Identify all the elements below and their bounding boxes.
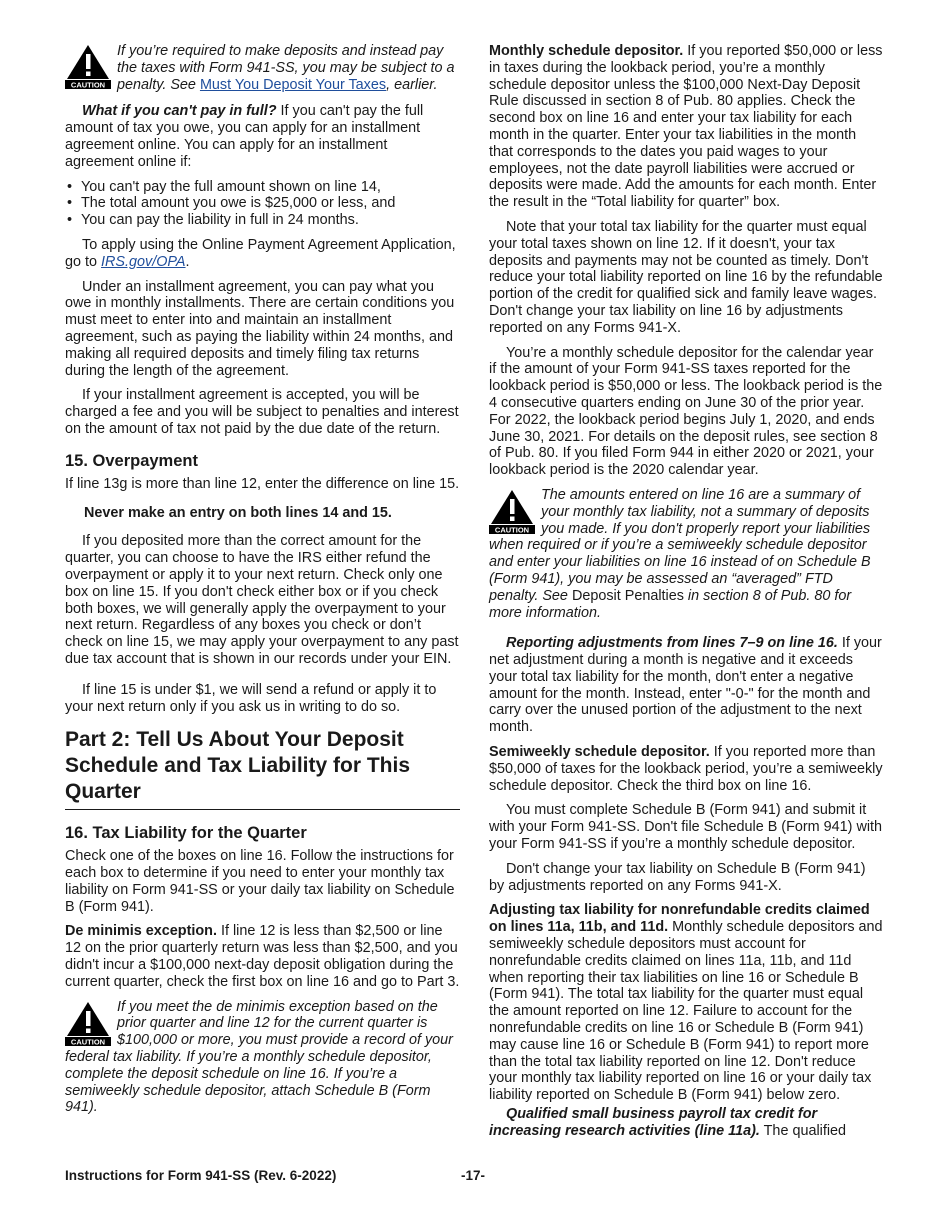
caution-note-de-minimis: CAUTION If you meet the de minimis exception based on the prior quarter and line 12 for the current quarter is $100,000 or more, you must provide a record of your federal tax liability. If you’re a monthly schedule depositor, complete the deposit schedule on line 16. If you’re a semiweekly schedule depositor, attach Schedule B (Form 941). xyxy=(65,998,453,1116)
dont-change-paragraph: Don't change your tax liability on Schedule B (Form 941) by adjustments reported on any Forms 941-X. xyxy=(489,860,866,894)
adjustments-paragraph: Reporting adjustments from lines 7–9 on line 16. If your net adjustment during a month is negative and it exceeds your total tax liability for the month, don't enter a negative amount for the month. Instead, enter "-0-" for the month and carry over the unused portion of the adjustment to the next month. xyxy=(489,635,882,736)
caution-icon xyxy=(489,490,535,534)
footer-page-number: -17- xyxy=(461,1168,486,1183)
nonrefundable-credits-paragraph: Adjusting tax liability for nonrefundable credits claimed on lines 11a, 11b, and 11d. Monthly schedule depositors and semiweekly schedule depositors must account for nonrefundable credits claimed on lines 11a, 11b, and 11d when reporting their tax liabilities on line 16 or Schedule B (Form 941). The total tax liability for the quarter must equal the amount reported on line 12. Failure to account for the nonrefundable credits on line 16 or Schedule B (Form 941) may cause line 16 or Schedule B (Form 941) to report more than the total tax liability reported on line 12. Don't reduce your monthly tax liability reported on line 16 or your daily tax liability reported on Schedule B (Form 941) below zero. xyxy=(489,902,883,1104)
heading-tax-liability: 16. Tax Liability for the Quarter xyxy=(65,824,307,843)
under-one-dollar-paragraph: If line 15 is under $1, we will send a refund or apply it to your next return only if you ask us in writing to do so. xyxy=(65,681,437,715)
left-column xyxy=(65,43,460,1126)
semiweekly-depositor-paragraph: Semiweekly schedule depositor. If you reported more than $50,000 of taxes for the lookback period, you’re a semiweekly schedule depositor. Check the third box on line 16. xyxy=(489,744,883,794)
svg-text:CAUTION: CAUTION xyxy=(70,1037,106,1046)
caution-icon xyxy=(65,45,111,89)
line13g-paragraph: If line 13g is more than line 12, enter the difference on line 15. xyxy=(65,475,460,492)
caution-note-summary: CAUTION The amounts entered on line 16 are a summary of your monthly tax liability, not a summary of deposits you made. If you don't properly report your liabilities when required or if you’re a semiweekly schedule depositor and enter your liabilities on line 16 instead of on Schedule B (Form 941), you may be assessed an “averaged” FTD penalty. See Deposit Penalties in section 8 of Pub. 80 for more information. xyxy=(489,486,871,621)
caution-note-deposit: CAUTION If you’re required to make deposits and instead pay the taxes with Form 941-SS, you may be subject to a penalty. See Must You Deposit Your Taxes, earlier. xyxy=(65,43,460,93)
svg-text:CAUTION: CAUTION xyxy=(70,80,106,89)
list-item: • You can't pay the full amount shown on line 14, xyxy=(65,179,460,196)
lookback-paragraph: You’re a monthly schedule depositor for the calendar year if the amount of your Form 941-SS taxes reported for the lookback period is $50,000 or less. The lookback period is the 4 consecutive quarters ending on June 30 of the prior year. For 2022, the lookback period begins July 1, 2020, and ends June 30, 2021. For details on the deposit rules, see section 8 of Pub. 80. If you filed Form 944 in either 2020 or 2021, your lookback period is the 2020 calendar year. xyxy=(489,344,883,479)
check-box-paragraph: Check one of the boxes on line 16. Follow the instructions for each box to determine if you need to enter your monthly tax liability on Form 941-SS or your daily tax liability on Schedule B (Form 941). xyxy=(65,848,455,915)
footer-form-title: Instructions for Form 941-SS (Rev. 6-2022) xyxy=(65,1168,337,1183)
monthly-depositor-paragraph: Monthly schedule depositor. If you reported $50,000 or less in taxes during the lookback period, you’re a monthly schedule depositor unless the $100,000 Next-Day Deposit Rule discussed in section 8 of Pub. 80 applies. Check the second box on line 16 and enter your tax liability for each month in the quarter. Enter your tax liabilities in the month that corresponds to the dates you paid wages to your employees, not the date payroll liabilities were accrued or deposits were made. Add the amounts for each month. Enter the result in the “Total liability for quarter” box. xyxy=(489,43,883,211)
link-irs-opa[interactable]: IRS.gov/OPA xyxy=(101,253,186,270)
overpayment-paragraph: If you deposited more than the correct amount for the quarter, you can choose to have the IRS either refund the overpayment or apply it to your next return. Check only one box on line 15. If you don't check either box or if you check both boxes, we will generally apply the overpayment to your next return. Regardless of any boxes you check or don’t check on line 15, we may apply your overpayment to any past due tax account that is shown in our records under your EIN. xyxy=(65,533,459,667)
never-both-lines-note: Never make an entry on both lines 14 and 15. xyxy=(84,504,392,521)
schedule-b-paragraph: You must complete Schedule B (Form 941) and submit it with your Form 941-SS. Don't file Schedule B (Form 941) with your Form 941-SS if you’re a monthly schedule depositor. xyxy=(489,802,883,853)
caution-icon xyxy=(65,1002,111,1046)
list-item: • The total amount you owe is $25,000 or less, and xyxy=(65,195,460,212)
installment-conditions-list xyxy=(65,179,460,229)
svg-text:CAUTION: CAUTION xyxy=(494,525,530,534)
qsb-credit-paragraph: Qualified small business payroll tax credit for increasing research activities (line 11a). The qualified xyxy=(489,1106,847,1139)
installment-conditions-paragraph: Under an installment agreement, you can pay what you owe in monthly installments. There are certain conditions you must meet to enter into and maintain an installment agreement, such as paying the liability within 24 months, and making all required deposits and timely filing tax returns during the length of the agreement. xyxy=(65,278,455,379)
heading-overpayment: 15. Overpayment xyxy=(65,451,198,470)
note-total-liability-paragraph: Note that your total tax liability for the quarter must equal your total taxes shown on line 12. If it doesn't, your tax deposits and payments may not be counted as timely. Don't reduce your total liability reported on line 16 by the refundable portion of the credit for qualified sick and family leave wages. Don't change your tax liability on line 16 by adjustments reported on any Forms 941-X. xyxy=(489,218,883,336)
installment-fee-paragraph: If your installment agreement is accepted, you will be charged a fee and you will be subject to penalties and interest on the amount of tax not paid by the due date of the return. xyxy=(65,387,459,437)
right-column xyxy=(489,43,884,1148)
heading-part2: Part 2: Tell Us About Your Deposit Schedule and Tax Liability for This Quarter xyxy=(65,727,460,810)
installment-paragraph: What if you can't pay in full? If you can't pay the full amount of tax you owe, you can apply for an installment agreement online. You can apply for an installment agreement online if: xyxy=(65,103,424,170)
link-must-you-deposit[interactable]: Must You Deposit Your Taxes xyxy=(199,76,387,93)
de-minimis-paragraph: De minimis exception. If line 12 is less than $2,500 or line 12 on the prior quarterly return was less than $2,500, and you didn't incur a $100,000 next-day deposit obligation during the current quarter, check the first box on line 16 and go to Part 3. xyxy=(65,923,460,990)
opa-paragraph: To apply using the Online Payment Agreement Application, go to IRS.gov/OPA. xyxy=(65,236,456,270)
list-item: • You can pay the liability in full in 24 months. xyxy=(65,212,460,229)
